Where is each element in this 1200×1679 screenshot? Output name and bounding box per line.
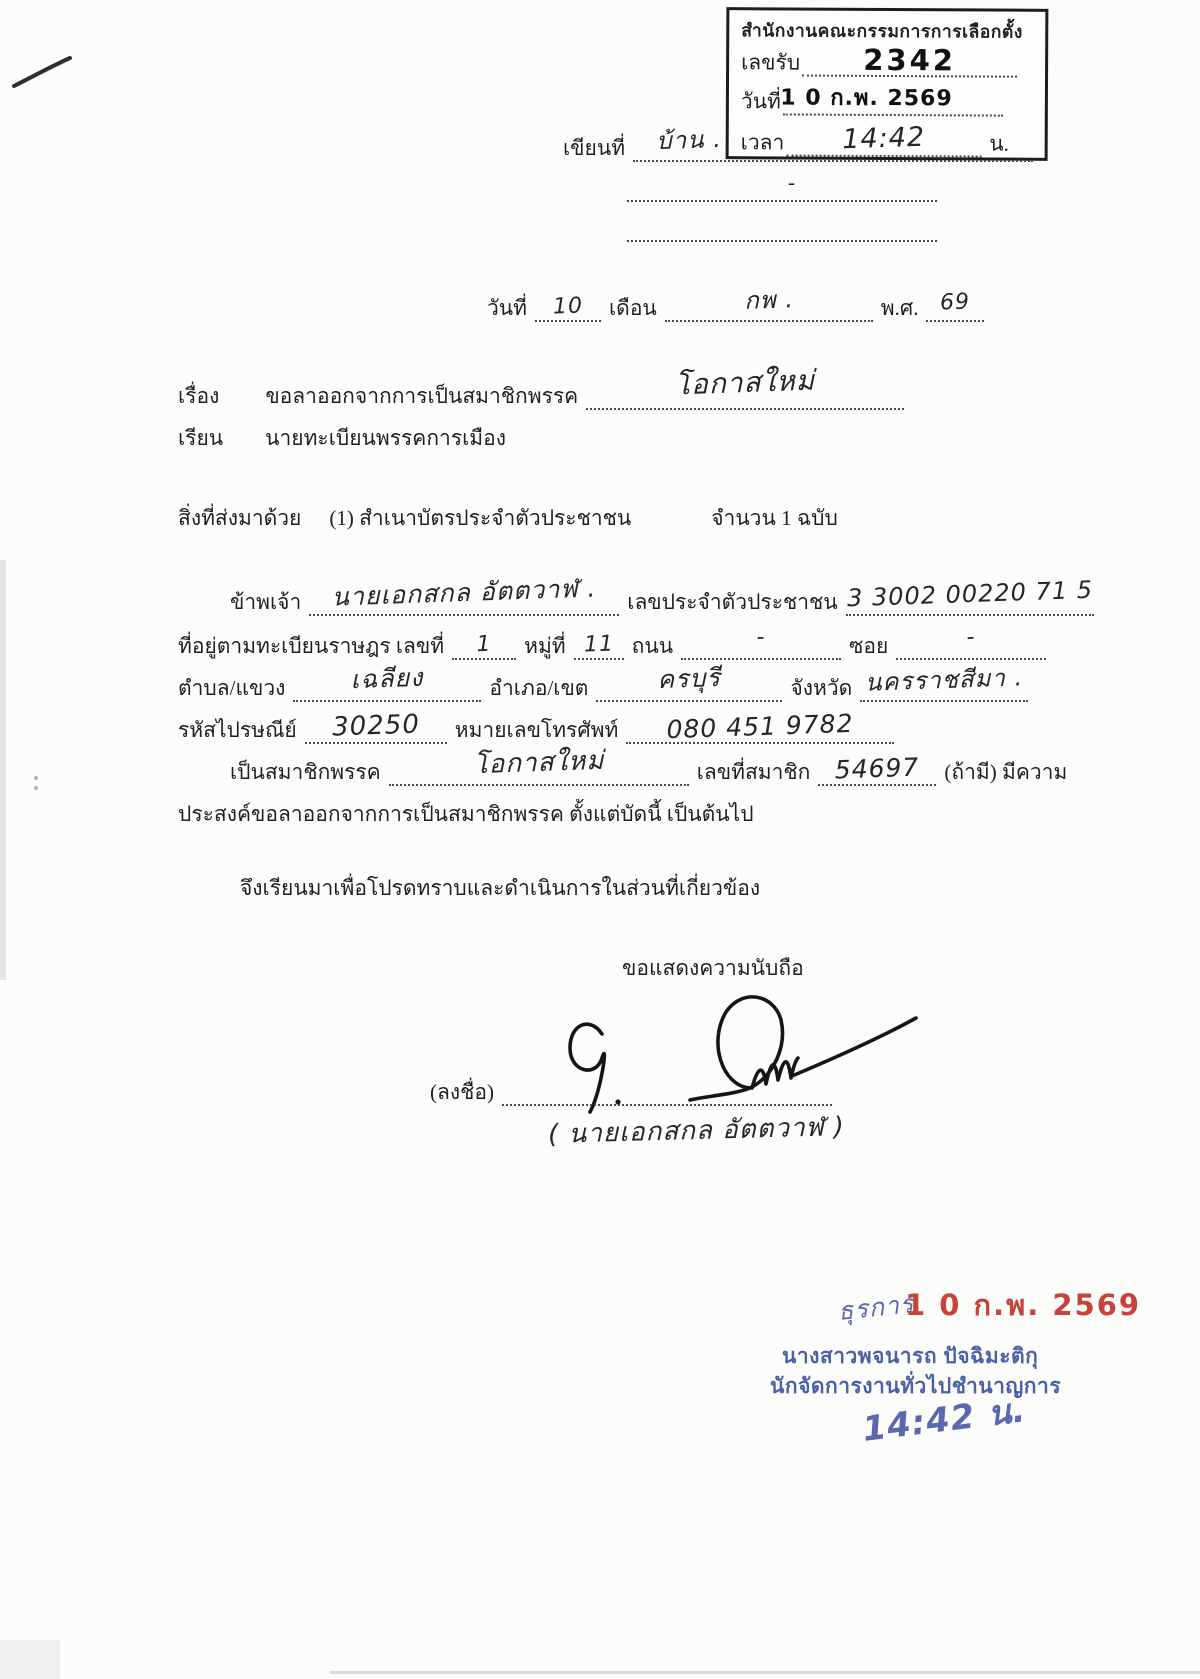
sign-line bbox=[430, 1076, 840, 1109]
enclosure-line bbox=[178, 502, 844, 535]
road-handwritten: - bbox=[756, 624, 766, 651]
declarant-label: ข้าพเจ้า bbox=[230, 590, 302, 614]
if-any-suffix: (ถ้ามี) มีความ bbox=[944, 760, 1068, 784]
soi-handwritten: - bbox=[966, 624, 977, 651]
member-party-handwritten: โอกาสใหม่ bbox=[472, 745, 605, 781]
routing-handwritten: ธุรการ bbox=[836, 1289, 916, 1326]
id-number-handwritten: 3 3002 00220 71 5 bbox=[846, 575, 1094, 613]
pen-mark-artifact bbox=[8, 48, 78, 93]
stamp-time-value: 14:42 bbox=[842, 121, 926, 156]
sign-label: (ลงชื่อ) bbox=[430, 1080, 494, 1104]
date-month-label: เดือน bbox=[609, 296, 657, 320]
declarant-line bbox=[230, 573, 1102, 619]
postcode-label: รหัสไปรษณีย์ bbox=[178, 718, 297, 742]
postcode-handwritten: 30250 bbox=[331, 709, 421, 743]
to-label: เรียน bbox=[178, 426, 224, 450]
moo-handwritten: 11 bbox=[583, 631, 615, 658]
blank-line-1 bbox=[627, 200, 937, 202]
amphoe-label: อำเภอ/เขต bbox=[489, 676, 589, 700]
soi-label: ซอย bbox=[849, 634, 889, 658]
officer-name-stamp: นางสาวพจนารถ ปัจฉิมะติกุ bbox=[782, 1345, 1039, 1368]
date-year-value: 69 bbox=[940, 289, 971, 316]
road-label: ถนน bbox=[631, 634, 674, 658]
tambon-label: ตำบล/แขวง bbox=[178, 676, 286, 700]
ink-speck-artifact bbox=[34, 786, 38, 790]
written-at-value: บ้าน . bbox=[655, 124, 723, 156]
enclosure-label: สิ่งที่ส่งมาด้วย bbox=[178, 506, 302, 530]
province-label: จังหวัด bbox=[790, 676, 853, 700]
ink-speck-artifact bbox=[34, 776, 38, 780]
member-label: เป็นสมาชิกพรรค bbox=[230, 760, 381, 784]
blank-dash: - bbox=[788, 170, 795, 194]
officer-title-stamp: นักจัดการงานทั่วไปชำนาญการ bbox=[770, 1375, 1062, 1398]
subject-text: ขอลาออกจากการเป็นสมาชิกพรรค bbox=[265, 384, 579, 408]
scan-edge-artifact bbox=[0, 560, 6, 980]
address-label: ที่อยู่ตามทะเบียนราษฎร เลขที่ bbox=[178, 634, 445, 658]
to-text: นายทะเบียนพรรคการเมือง bbox=[265, 426, 506, 450]
house-no-handwritten: 1 bbox=[476, 631, 493, 658]
stamp-time-label: เวลา bbox=[740, 130, 785, 155]
phone-handwritten: 080 451 9782 bbox=[666, 708, 855, 745]
document-date-line bbox=[487, 285, 992, 325]
date-era-label: พ.ศ. bbox=[880, 296, 919, 320]
written-at-line bbox=[563, 124, 1041, 165]
stamp-date-label: วันที่ bbox=[740, 89, 781, 114]
receipt-no-label: เลขรับ bbox=[741, 50, 801, 75]
date-day-label: วันที่ bbox=[487, 296, 527, 320]
member-no-label: เลขที่สมาชิก bbox=[696, 760, 811, 784]
stamp-date-value: 1 0 ก.พ. 2569 bbox=[780, 85, 953, 112]
address-line-1 bbox=[178, 624, 1054, 663]
membership-line bbox=[230, 745, 1073, 789]
province-handwritten: นครราชสีมา . bbox=[864, 663, 1024, 697]
time-handwritten: 14:42 น. bbox=[860, 1390, 1029, 1450]
member-no-handwritten: 54697 bbox=[834, 752, 921, 785]
date-day-value: 10 bbox=[552, 293, 584, 320]
stamp-time-unit: น. bbox=[989, 131, 1010, 156]
date-month-value: กพ . bbox=[743, 285, 795, 315]
scan-corner-artifact bbox=[0, 1640, 60, 1679]
notify-line: จึงเรียนมาเพื่อโปรดทราบและดำเนินการในส่วนที่เกี่ยวข้อง bbox=[240, 876, 761, 900]
enclosure-item: (1) สำเนาบัตรประจำตัวประชาชน bbox=[329, 506, 632, 530]
resign-intent-line: ประสงค์ขอลาออกจากการเป็นสมาชิกพรรค ตั้งแต่บัดนี้ เป็นต้นไป bbox=[178, 802, 754, 826]
respect-closing: ขอแสดงความนับถือ bbox=[622, 956, 804, 980]
stamp-office-name: สำนักงานคณะกรรมการการเลือกตั้ง bbox=[741, 20, 1023, 42]
receipt-number: 2342 bbox=[863, 42, 957, 78]
to-line bbox=[178, 422, 512, 455]
id-label: เลขประจำตัวประชาชน bbox=[627, 590, 838, 614]
subject-line bbox=[178, 363, 912, 413]
address-line-2 bbox=[178, 662, 1036, 705]
signer-name-handwritten: ( นายเอกสกล อัตตวาฬ ) bbox=[547, 1112, 846, 1150]
phone-label: หมายเลขโทรศัพท์ bbox=[454, 718, 619, 742]
tambon-handwritten: เฉลียง bbox=[350, 662, 425, 695]
received-date-red-stamp: 1 0 ก.พ. 2569 bbox=[905, 1288, 1142, 1322]
subject-party-handwritten: โอกาสใหม่ bbox=[674, 363, 816, 402]
moo-label: หมู่ที่ bbox=[524, 634, 566, 658]
written-at-label: เขียนที่ bbox=[563, 136, 626, 160]
amphoe-handwritten: ครบุรี bbox=[657, 662, 722, 695]
blank-line-2 bbox=[627, 240, 937, 242]
subject-label: เรื่อง bbox=[178, 384, 220, 408]
enclosure-count: จำนวน 1 ฉบับ bbox=[711, 506, 838, 530]
scan-bottom-edge-artifact bbox=[330, 1671, 1200, 1674]
declarant-name-handwritten: นายเอกสกล อัตตวาฬ . bbox=[331, 573, 598, 612]
